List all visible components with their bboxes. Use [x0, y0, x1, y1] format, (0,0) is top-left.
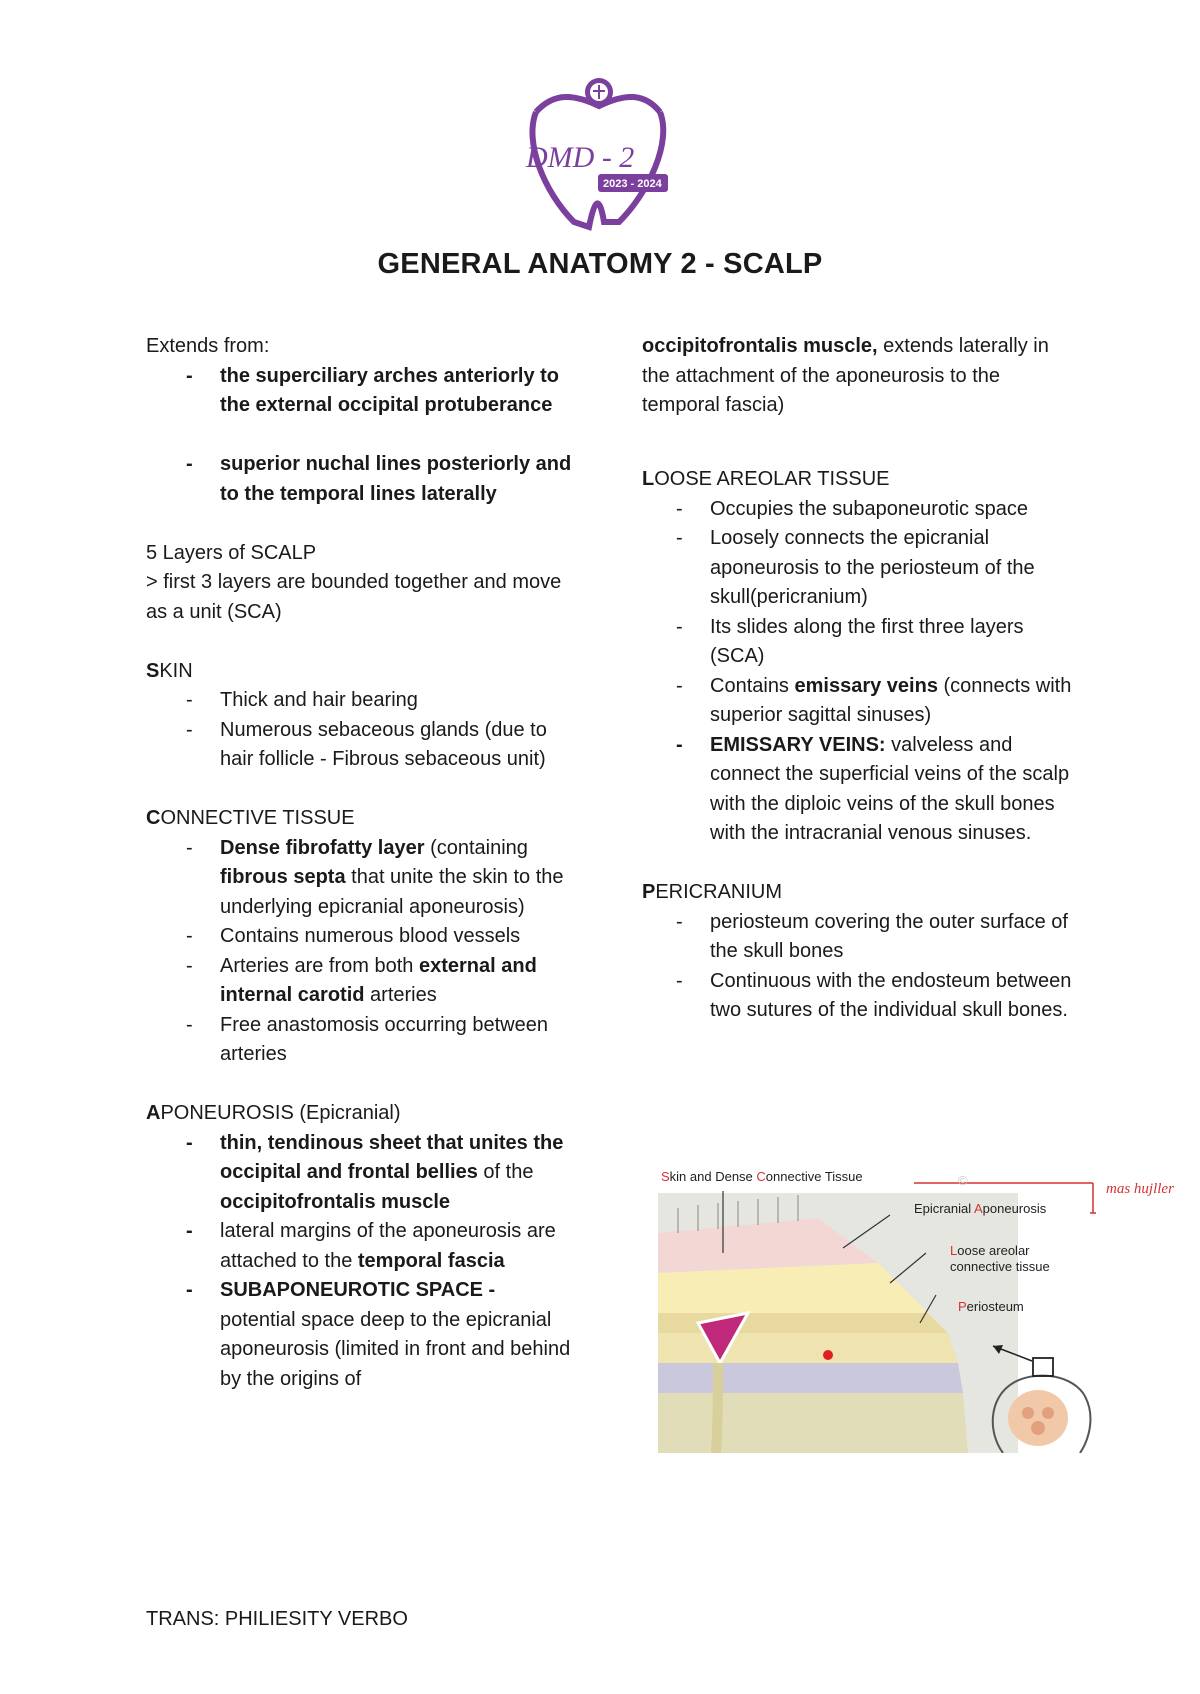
layers-note: > first 3 layers are bounded together and move as a unit (SCA)	[146, 571, 562, 623]
handwritten-note: mas hujller	[1106, 1181, 1174, 1197]
list-item: - EMISSARY VEINS: valveless and connect the superficial veins of the scalp with the diploic veins of the skull bones with the intracranial venous sinuses.	[676, 733, 1070, 844]
logo-years: 2023 - 2024	[603, 178, 662, 190]
footer-trans: TRANS: PHILIESITY VERBO	[146, 1608, 408, 1630]
connective-list	[146, 834, 576, 1070]
aponeurosis-list	[146, 1129, 576, 1395]
emissary-vein-dot	[823, 1350, 833, 1360]
list-item: - Thick and hair bearing	[186, 689, 418, 711]
loose-list	[636, 495, 1082, 849]
areolar-layer	[658, 1333, 958, 1363]
list-item: - Contains numerous blood vessels	[186, 925, 521, 947]
list-item: - Its slides along the first three layers (SCA)	[676, 615, 1024, 667]
connective-heading: CONNECTIVE TISSUE	[146, 807, 355, 829]
periosteum-layer	[658, 1363, 963, 1393]
pericranium-list	[636, 908, 1082, 1026]
skin-heading: SKIN	[146, 659, 193, 682]
skin-list	[146, 686, 576, 775]
continued-text	[568, 332, 1082, 421]
list-item: - lateral margins of the aponeurosis are attached to the temporal fascia	[186, 1220, 556, 1272]
aponeurosis-heading: APONEUROSIS (Epicranial)	[146, 1102, 401, 1124]
list-item: - Free anastomosis occurring between arteries	[186, 1013, 548, 1065]
left-column	[146, 332, 576, 1394]
list-item: - Continuous with the endosteum between two sutures of the individual skull bones.	[676, 969, 1072, 1021]
label-periosteum: Periosteum	[958, 1299, 1024, 1314]
list-item: - Contains emissary veins (connects with superior sagittal sinuses)	[676, 674, 1072, 726]
extends-list	[146, 362, 576, 510]
list-item: - Loosely connects the epicranial aponeurosis to the periosteum of the skull(pericranium)	[676, 527, 1035, 608]
label-skin-connective: Skin and Dense Connective Tissue	[661, 1169, 863, 1184]
watermark: ©	[958, 1173, 968, 1188]
list-item: - periosteum covering the outer surface of the skull bones	[676, 910, 1068, 962]
extends-heading: Extends from:	[146, 335, 270, 357]
list-item: - Arteries are from both external and internal carotid arteries	[186, 954, 537, 1006]
bone-layer	[658, 1393, 968, 1453]
layers-heading: 5 Layers of SCALP	[146, 541, 317, 564]
list-item: - Occupies the subaponeurotic space	[676, 497, 1028, 520]
label-aponeurosis: Epicranial Aponeurosis	[914, 1201, 1047, 1216]
list-item: - superior nuchal lines posteriorly and to the temporal lines laterally	[186, 453, 572, 505]
logo-text: DMD - 2	[526, 141, 635, 174]
scalp-layers-diagram	[658, 1163, 1198, 1453]
list-item: - thin, tendinous sheet that unites the occipital and frontal bellies of the occipitofrontalis muscle	[186, 1131, 564, 1213]
dmd-logo	[514, 72, 684, 232]
loose-heading: LOOSE AREOLAR TISSUE	[642, 468, 890, 490]
list-item: occipitofrontalis muscle, extends laterally in the attachment of the aponeurosis to the temporal fascia)	[642, 335, 1049, 416]
page-title: GENERAL ANATOMY 2 - SCALP	[377, 248, 823, 280]
list-item: - Numerous sebaceous glands (due to hair follicle - Fibrous sebaceous unit)	[186, 718, 547, 770]
pericranium-heading: PERICRANIUM	[642, 881, 783, 903]
list-item: - Dense fibrofatty layer (containing fibrous septa that unite the skin to the underlying epicranial aponeurosis)	[186, 836, 564, 918]
list-item: - the superciliary arches anteriorly to the external occipital protuberance	[186, 364, 560, 416]
right-column	[642, 332, 1082, 1026]
label-connective-tissue: connective tissue	[950, 1259, 1050, 1274]
label-loose-areolar: Loose areolar	[950, 1243, 1030, 1258]
list-item: - SUBAPONEUROTIC SPACE - potential space deep to the epicranial aponeurosis (limited in front and behind by the origins of	[186, 1279, 571, 1390]
